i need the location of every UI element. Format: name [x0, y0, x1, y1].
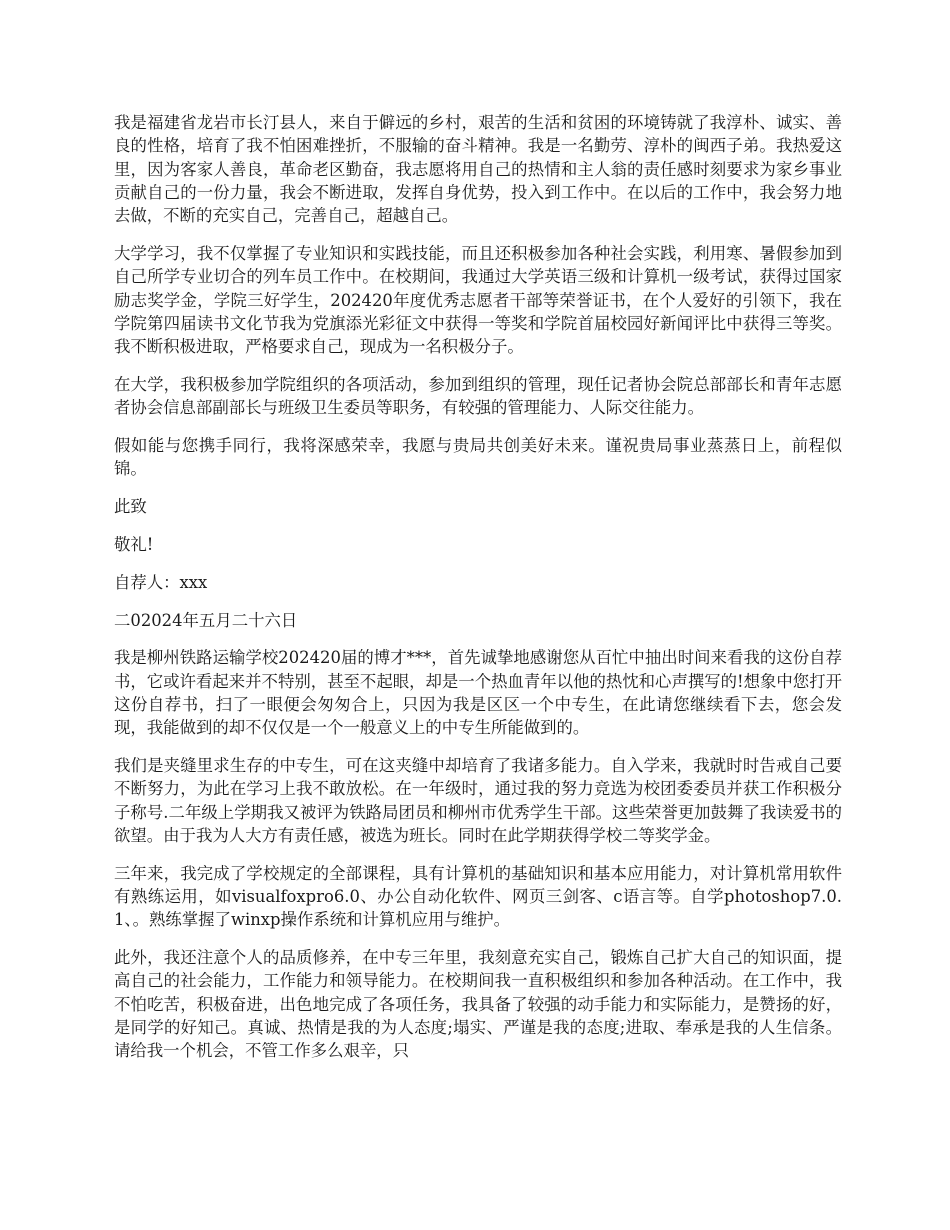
signature-line: 自荐人：xxx — [114, 572, 208, 592]
paragraph-intro-liuzhou: 我是柳州铁路运输学校202420届的博才***，首先诚挚地感谢您从百忙中抽出时间来看我的这份自荐书，它或许看起来并不特别，甚至不起眼，却是一个热血青年以他的热忱和心声撰写的!想象中您打开这份自荐书，扫了一眼便会匆匆合上，只因为我是区区一个中专生，在此请您继续看下去，您会发现，我能做到的却不仅仅是一个一般意义上的中专生所能做到的。 — [114, 648, 842, 738]
paragraph-computer-skills: 三年来，我完成了学校规定的全部课程，具有计算机的基础知识和基本应用能力，对计算机常用软件有熟练运用，如visualfoxpro6.0、办公自动化软件、网页三剑客、c语言等。自学photoshop7.0.1、。熟练掌握了winxp操作系统和计算机应用与维护。 — [114, 863, 842, 930]
paragraph-university-study: 大学学习，我不仅掌握了专业知识和实践技能，而且还积极参加各种社会实践，利用寒、暑假参加到自己所学专业切合的列车员工作中。在校期间，我通过大学英语三级和计算机一级考试，获得过国家励志奖学金，学院三好学生，202420年度优秀志愿者干部等荣誉证书，在个人爱好的引领下，我在学院第四届读书文化节我为党旗添光彩征文中获得一等奖和学院首届校园好新闻评比中获得三等奖。我不断积极进取，严格要求自己，现成为一名积极分子。 — [114, 243, 842, 357]
paragraph-personal-quality: 此外，我还注意个人的品质修养，在中专三年里，我刻意充实自己，锻炼自己扩大自己的知识面，提高自己的社会能力，工作能力和领导能力。在校期间我一直积极组织和参加各种活动。在工作中，我不怕吃苦，积极奋进，出色地完成了各项任务，我具备了较强的动手能力和实际能力，是赞扬的好，是同学的好知己。真诚、热情是我的为人态度;塌实、严谨是我的态度;进取、奉承是我的人生信条。请给我一个机会，不管工作多么艰辛，只 — [114, 948, 842, 1061]
paragraph-abilities: 我们是夹缝里求生存的中专生，可在这夹缝中却培育了我诸多能力。自入学来，我就时时告戒自己要不断努力，为此在学习上我不敢放松。在一年级时，通过我的努力竞选为校团委委员并获工作积极分子称号.二年级上学期我又被评为铁路局团员和柳州市优秀学生干部。这些荣誉更加鼓舞了我读爱书的欲望。由于我为人大方有责任感，被选为班长。同时在此学期获得学校二等奖学金。 — [114, 756, 842, 845]
paragraph-closing-wish: 假如能与您携手同行，我将深感荣幸，我愿与贵局共创美好未来。谨祝贵局事业蒸蒸日上，前程似锦。 — [114, 436, 842, 479]
document-body — [114, 111, 842, 1077]
paragraph-hometown: 我是福建省龙岩市长汀县人，来自于僻远的乡村，艰苦的生活和贫困的环境铸就了我淳朴、诚实、善良的性格，培育了我不怕困难挫折，不服输的奋斗精神。我是一名勤劳、淳朴的闽西子弟。我热爱这里，因为客家人善良，革命老区勤奋，我志愿将用自己的热情和主人翁的责任感时刻要求为家乡事业贡献自己的一份力量，我会不断进取，发挥自身优势，投入到工作中。在以后的工作中，我会努力地去做，不断的充实自己，完善自己，超越自己。 — [114, 113, 842, 226]
paragraph-university-activities: 在大学，我积极参加学院组织的各项活动，参加到组织的管理，现任记者协会院总部部长和青年志愿者协会信息部副部长与班级卫生委员等职务，有较强的管理能力、人际交往能力。 — [114, 374, 842, 418]
date-line: 二02024年五月二十六日 — [114, 610, 298, 630]
salutation-cizhi: 此致 — [114, 497, 147, 517]
salutation-jingli: 敬礼! — [114, 534, 154, 554]
